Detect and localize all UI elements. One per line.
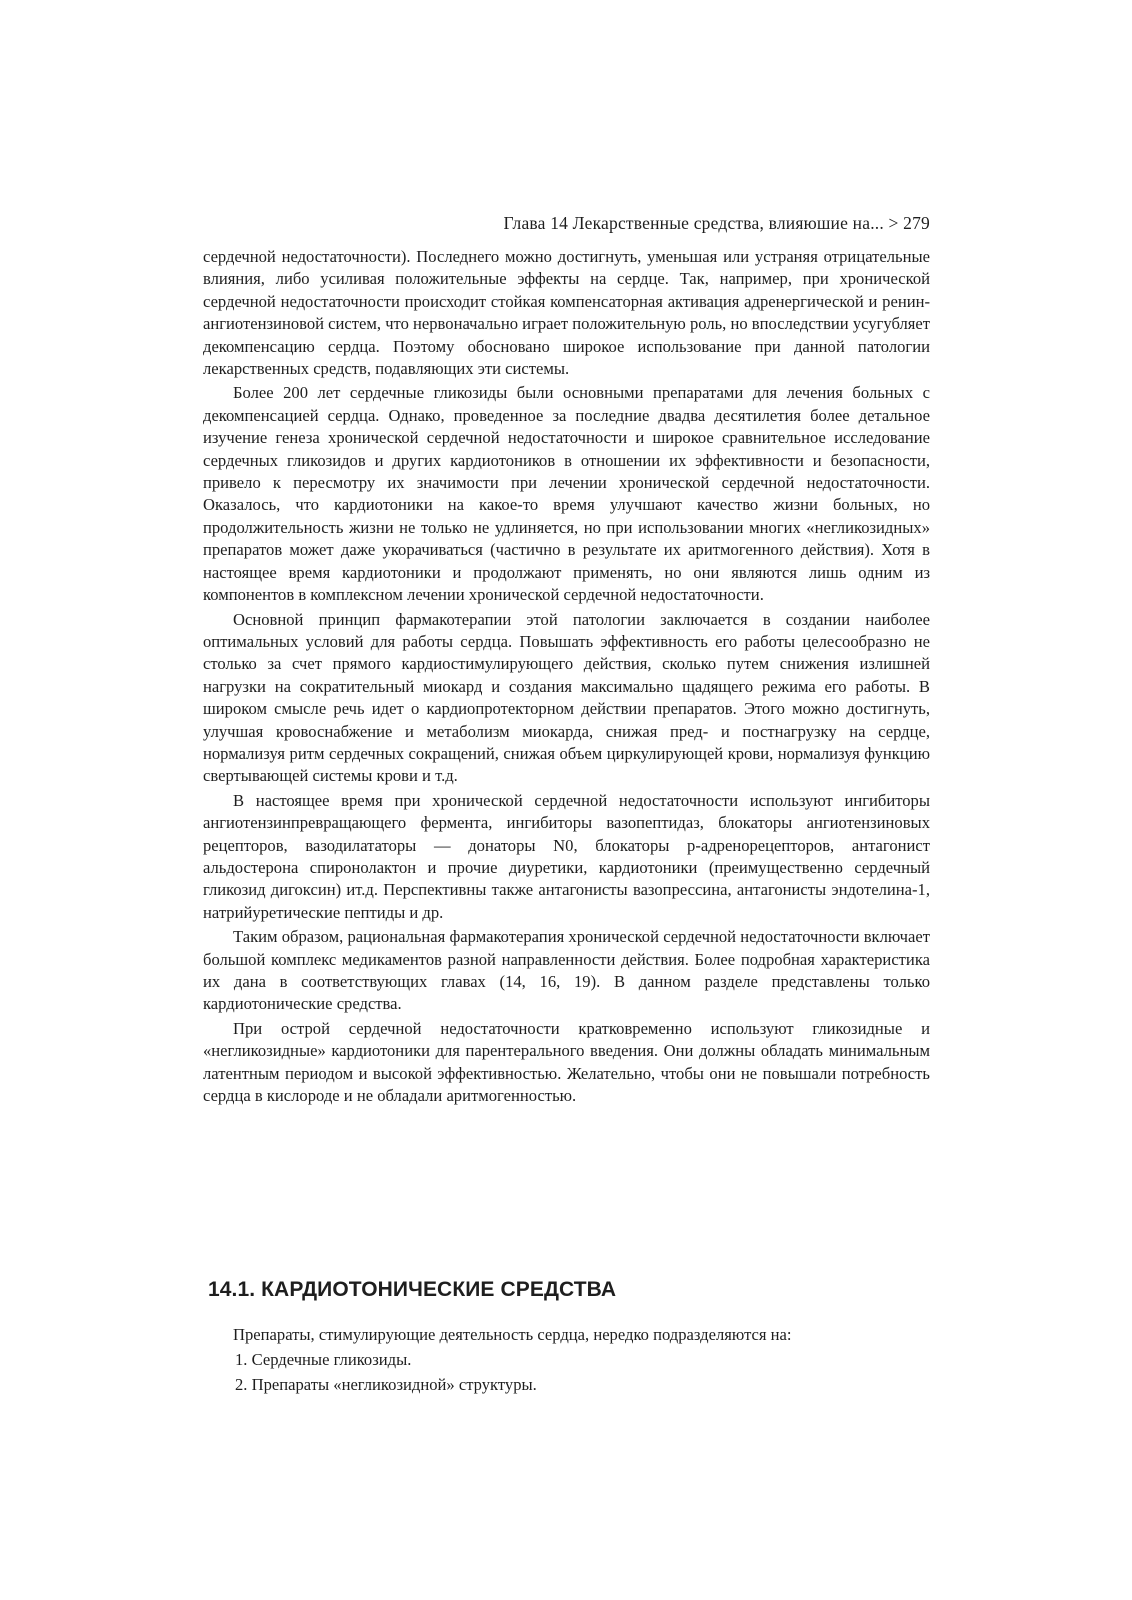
paragraph: сердечной недостаточности). Последнего можно достигнуть, уменьшая или устраняя отрицательные влияния, либо усиливая положительные эффекты на сердце. Так, например, при хронической сердечной недостаточности происходит стойкая компенсаторная активация адренергической и ренин-ангиотензиновой систем, что нервоначально играет положительную роль, но впоследствии усугубляет декомпенсацию сердца. Поэтому обосновано широкое использование при данной патологии лекарственных средств, подавляющих эти системы. xyxy=(203,247,931,379)
section-intro: Препараты, стимулирующие деятельность сердца, нередко подразделяются на: xyxy=(233,1325,792,1344)
section-heading: 14.1. КАРДИОТОНИЧЕСКИЕ СРЕДСТВА xyxy=(208,1278,617,1301)
paragraph: Более 200 лет сердечные гликозиды были основными препаратами для лечения больных с декомпенсацией сердца. Однако, проведенное за последние двадва десятилетия более детальное изучение генеза хронической сердечной недостаточности и широкое сравнительное исследование сердечных гликозидов и других кардиотоников в отношении их эффективности и безопасности, привело к пересмотру их значимости при лечении хронической сердечной недостаточности. Оказалось, что кардиотоники на какое-то время улучшают качество жизни больных, но продолжительность жизни не только не удлиняется, но при использовании многих «негликозидных» препаратов может даже укорачиваться (частично в результате их аритмогенного действия). Хотя в настоящее время кардиотоники и продолжают применять, но они являются лишь одним из компонентов в комплексном лечении хронической сердечной недостаточности. xyxy=(203,383,930,605)
section-body xyxy=(203,1322,930,1397)
list-item: 2. Препараты «негликозидной» структуры. xyxy=(235,1375,537,1394)
classification-list xyxy=(203,1347,930,1397)
running-head: Глава 14 Лекарственные средства, влияюшие на... > 279 xyxy=(503,213,930,233)
paragraph: Основной принцип фармакотерапии этой патологии заключается в создании наиболее оптимальных условий для работы сердца. Повышать эффективность его работы целесообразно не столько за счет прямого кардиостимулирующего действия, сколько путем снижения излишней нагрузки на сократительный миокард и создания максимально щадящего режима его работы. В широком смысле речь идет о кардиопротекторном действии препаратов. Этого можно достигнуть, улучшая кровоснабжение и метаболизм миокарда, снижая пред- и постнагрузку на сердце, нормализуя ритм сердечных сокращений, снижая объем циркулирующей крови, нормализуя функцию свертывающей системы крови и т.д. xyxy=(203,609,930,786)
body-text xyxy=(203,246,930,1109)
paragraph: В настоящее время при хронической сердечной недостаточности используют ингибиторы ангиотензинпревращающего фермента, ингибиторы вазопептидаз, блокаторы ангиотензиновых рецепторов, вазодилататоры — донаторы N0, блокаторы р-адренорецепторов, антагонист альдостерона спиронолактон и прочие диуретики, кардиотоники (преимущественно сердечный гликозид дигоксин) ит.д. Перспективны также антагонисты вазопрессина, антагонисты эндотелина-1, натрийуретические пептиды и др. xyxy=(203,790,930,922)
list-item: 1. Сердечные гликозиды. xyxy=(235,1350,412,1369)
paragraph: Таким образом, рациональная фармакотерапия хронической сердечной недостаточности включает большой комплекс медикаментов разной направленности действия. Более подробная характеристика их дана в соответствующих главах (14, 16, 19). В данном разделе представлены только кардиотонические средства. xyxy=(203,927,930,1014)
paragraph: При острой сердечной недостаточности кратковременно используют гликозидные и «негликозидные» кардиотоники для парентерального введения. Они должны обладать минимальным латентным периодом и высокой эффективностью. Желательно, чтобы они не повышали потребность сердца в кислороде и не обладали аритмогенностью. xyxy=(203,1018,930,1106)
